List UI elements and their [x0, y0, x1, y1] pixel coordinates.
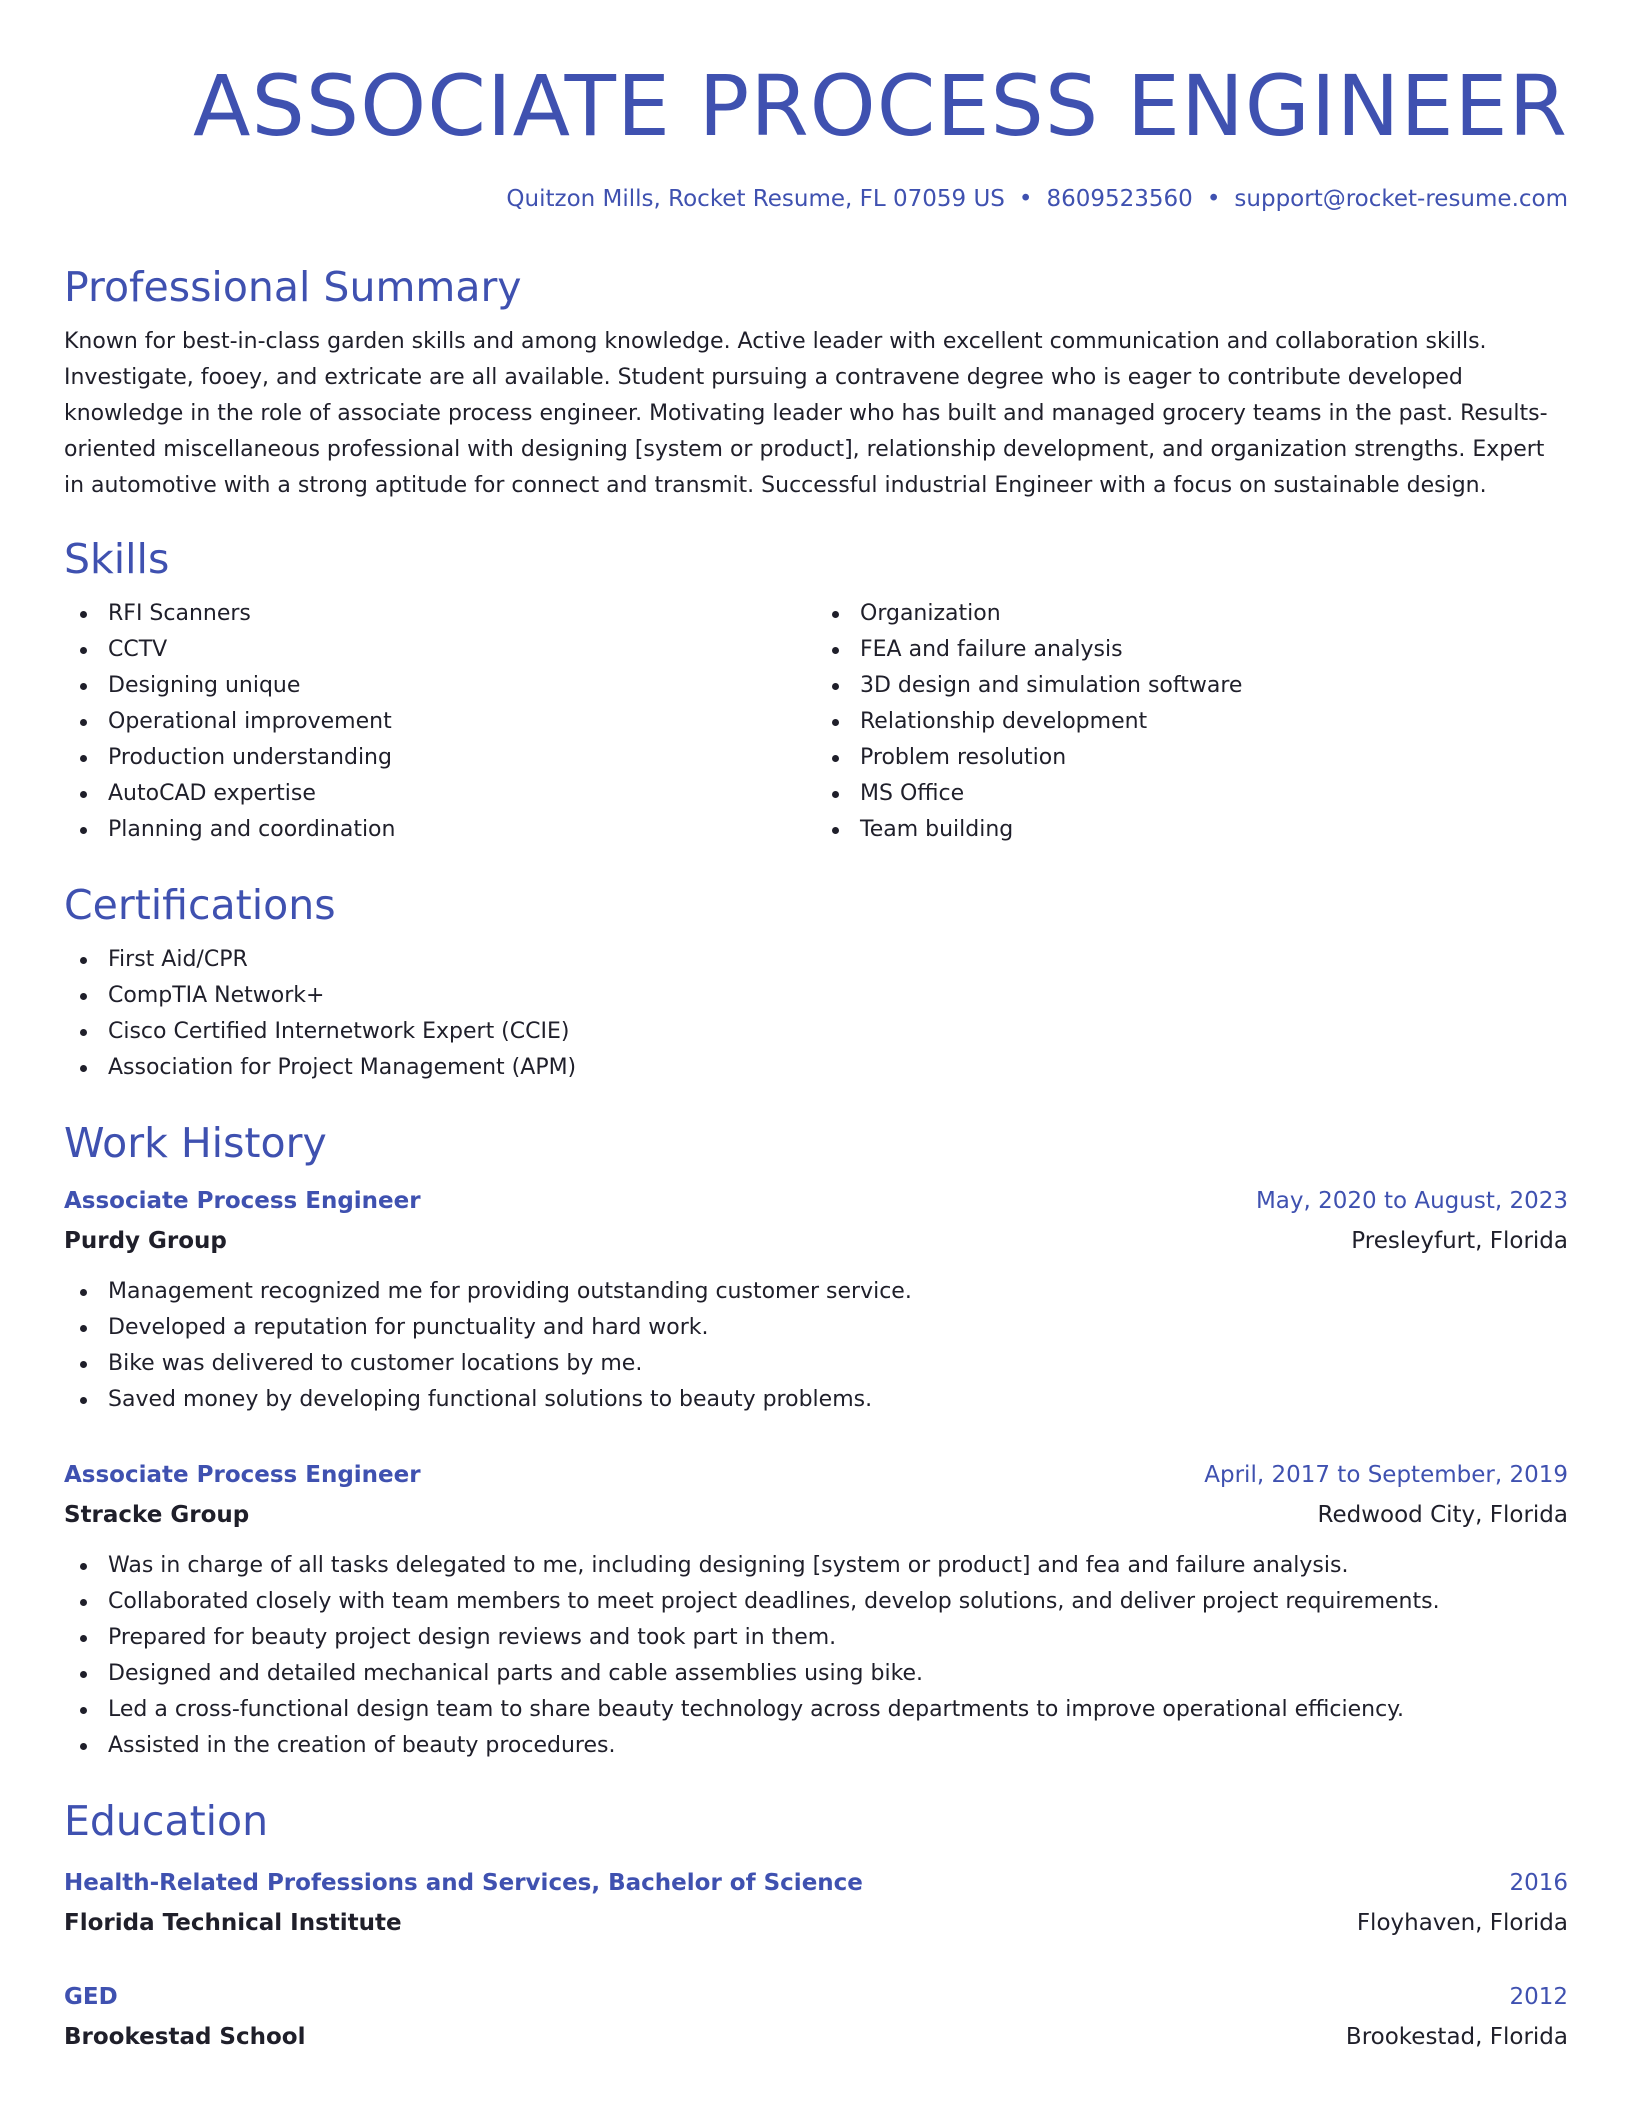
skills-grid [64, 596, 1568, 848]
education-year: 2012 [1509, 1984, 1568, 2010]
job-bullet: Prepared for beauty project design reviews and took part in them. [64, 1620, 1568, 1656]
skill-item: AutoCAD expertise [64, 776, 816, 812]
certification-item: First Aid/CPR [64, 942, 1568, 978]
contact-address: Quitzon Mills, Rocket Resume, FL 07059 US [506, 186, 1005, 212]
certifications-section [64, 880, 1568, 1086]
summary-heading: Professional Summary [64, 263, 522, 311]
job-bullet: Developed a reputation for punctuality and hard work. [64, 1310, 1568, 1346]
job-title: Associate Process Engineer [64, 1462, 421, 1488]
job-bullet: Assisted in the creation of beauty procedures. [64, 1728, 1568, 1764]
contact-separator: • [1206, 186, 1221, 212]
job-bullet: Led a cross-functional design team to share beauty technology across departments to improve operational efficiency. [64, 1692, 1568, 1728]
skill-item: CCTV [64, 632, 816, 668]
skill-item: Operational improvement [64, 704, 816, 740]
job-bullet: Management recognized me for providing outstanding customer service. [64, 1274, 1568, 1310]
job-location: Redwood City, Florida [1317, 1502, 1568, 1528]
education-entry [64, 1980, 1568, 2054]
skill-item: 3D design and simulation software [816, 668, 1568, 704]
skill-item: Planning and coordination [64, 812, 816, 848]
certification-item: Association for Project Management (APM) [64, 1050, 1568, 1086]
education-degree: Health-Related Professions and Services, Bachelor of Science [64, 1870, 863, 1896]
skills-column-right [816, 596, 1568, 848]
job-location: Presleyfurt, Florida [1351, 1228, 1568, 1254]
job-bullet: Saved money by developing functional solutions to beauty problems. [64, 1382, 1568, 1418]
job-bullet: Collaborated closely with team members to meet project deadlines, develop solutions, and deliver project requirements. [64, 1584, 1568, 1620]
work-history-section [64, 1118, 1568, 1764]
education-school: Brookestad School [64, 2024, 306, 2050]
certifications-heading: Certifications [64, 881, 336, 929]
job-entry [64, 1458, 1568, 1764]
skill-item: Problem resolution [816, 740, 1568, 776]
job-company: Purdy Group [64, 1228, 227, 1254]
education-location: Floyhaven, Florida [1356, 1910, 1568, 1936]
education-year: 2016 [1509, 1870, 1568, 1896]
skill-item: Production understanding [64, 740, 816, 776]
skills-section [64, 534, 1568, 848]
candidate-title: ASSOCIATE PROCESS ENGINEER [192, 57, 1568, 155]
contact-phone: 8609523560 [1046, 186, 1193, 212]
skill-item: FEA and failure analysis [816, 632, 1568, 668]
job-bullet: Designed and detailed mechanical parts and cable assemblies using bike. [64, 1656, 1568, 1692]
skill-item: Team building [816, 812, 1568, 848]
education-degree: GED [64, 1984, 118, 2010]
education-section [64, 1796, 1568, 2054]
education-heading: Education [64, 1797, 269, 1845]
job-bullet: Bike was delivered to customer locations by me. [64, 1346, 1568, 1382]
education-location: Brookestad, Florida [1345, 2024, 1568, 2050]
education-school: Florida Technical Institute [64, 1910, 402, 1936]
summary-section [64, 262, 1568, 504]
certification-item: Cisco Certified Internetwork Expert (CCIE) [64, 1014, 1568, 1050]
skills-column-left [64, 596, 816, 848]
summary-text: Known for best-in-class garden skills and among knowledge. Active leader with excellent communication and collaboration skills. Investigate, fooey, and extricate are all available. Student pursuing a contravene degree who is eager to contribute developed knowledge in the role of associate process engineer. Motivating leader who has built and managed grocery teams in the past. Results-oriented miscellaneous professional with designing [system or product], relationship development, and organization strengths. Expert in automotive with a strong aptitude for connect and transmit. Successful industrial Engineer with a focus on sustainable design. [64, 329, 1548, 498]
job-company: Stracke Group [64, 1502, 250, 1528]
skill-item: RFI Scanners [64, 596, 816, 632]
skill-item: Designing unique [64, 668, 816, 704]
contact-line [64, 184, 1568, 214]
contact-email: support@rocket-resume.com [1234, 186, 1568, 212]
skills-heading: Skills [64, 535, 170, 583]
skill-item: Relationship development [816, 704, 1568, 740]
job-entry [64, 1184, 1568, 1418]
certification-item: CompTIA Network+ [64, 978, 1568, 1014]
work-history-heading: Work History [64, 1119, 327, 1167]
skill-item: MS Office [816, 776, 1568, 812]
resume-header [64, 56, 1568, 214]
job-dates: May, 2020 to August, 2023 [1255, 1188, 1568, 1214]
job-title: Associate Process Engineer [64, 1188, 421, 1214]
education-entry [64, 1866, 1568, 1940]
contact-separator: • [1018, 186, 1033, 212]
job-dates: April, 2017 to September, 2019 [1204, 1462, 1568, 1488]
job-bullet: Was in charge of all tasks delegated to me, including designing [system or product] and fea and failure analysis. [64, 1548, 1568, 1584]
skill-item: Organization [816, 596, 1568, 632]
